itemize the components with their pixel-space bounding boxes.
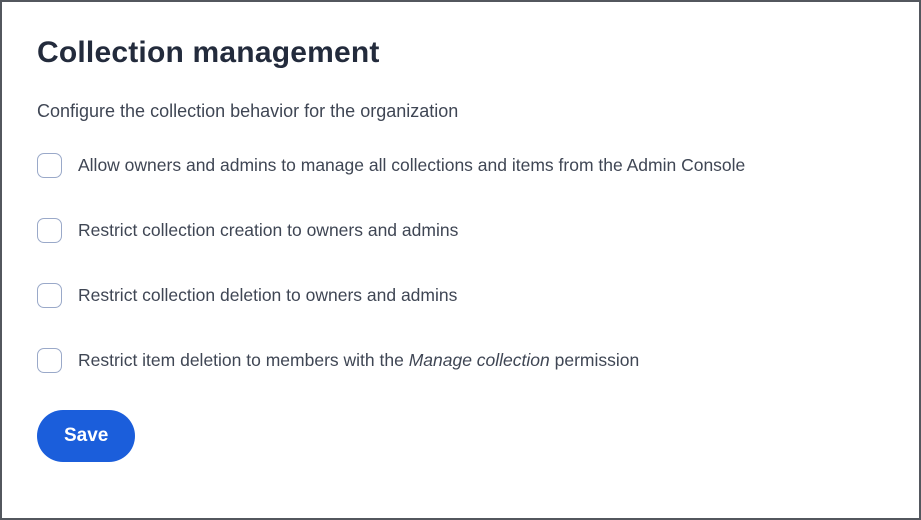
checkbox-option-restrict-collection-creation[interactable]	[37, 218, 883, 243]
checkbox-option-restrict-collection-deletion[interactable]	[37, 283, 883, 308]
checkbox-option-restrict-item-deletion[interactable]	[37, 348, 883, 373]
checkbox-list	[37, 153, 883, 373]
checkbox-label-restrict-collection-deletion: Restrict collection deletion to owners and admins	[78, 285, 458, 306]
checkbox-option-manage-all-collections[interactable]	[37, 153, 883, 178]
page-title: Collection management	[37, 36, 380, 69]
checkbox-restrict-item-deletion[interactable]	[37, 348, 62, 373]
checkbox-label-restrict-collection-creation: Restrict collection creation to owners and admins	[78, 220, 459, 241]
checkbox-restrict-collection-creation[interactable]	[37, 218, 62, 243]
page-subtitle: Configure the collection behavior for the organization	[37, 101, 459, 121]
checkbox-manage-all-collections[interactable]	[37, 153, 62, 178]
checkbox-restrict-collection-deletion[interactable]	[37, 283, 62, 308]
checkbox-label-restrict-item-deletion: Restrict item deletion to members with the Manage collection permission	[78, 350, 640, 371]
checkbox-label-manage-all-collections: Allow owners and admins to manage all collections and items from the Admin Console	[78, 155, 746, 176]
save-button[interactable]: Save	[37, 410, 135, 462]
